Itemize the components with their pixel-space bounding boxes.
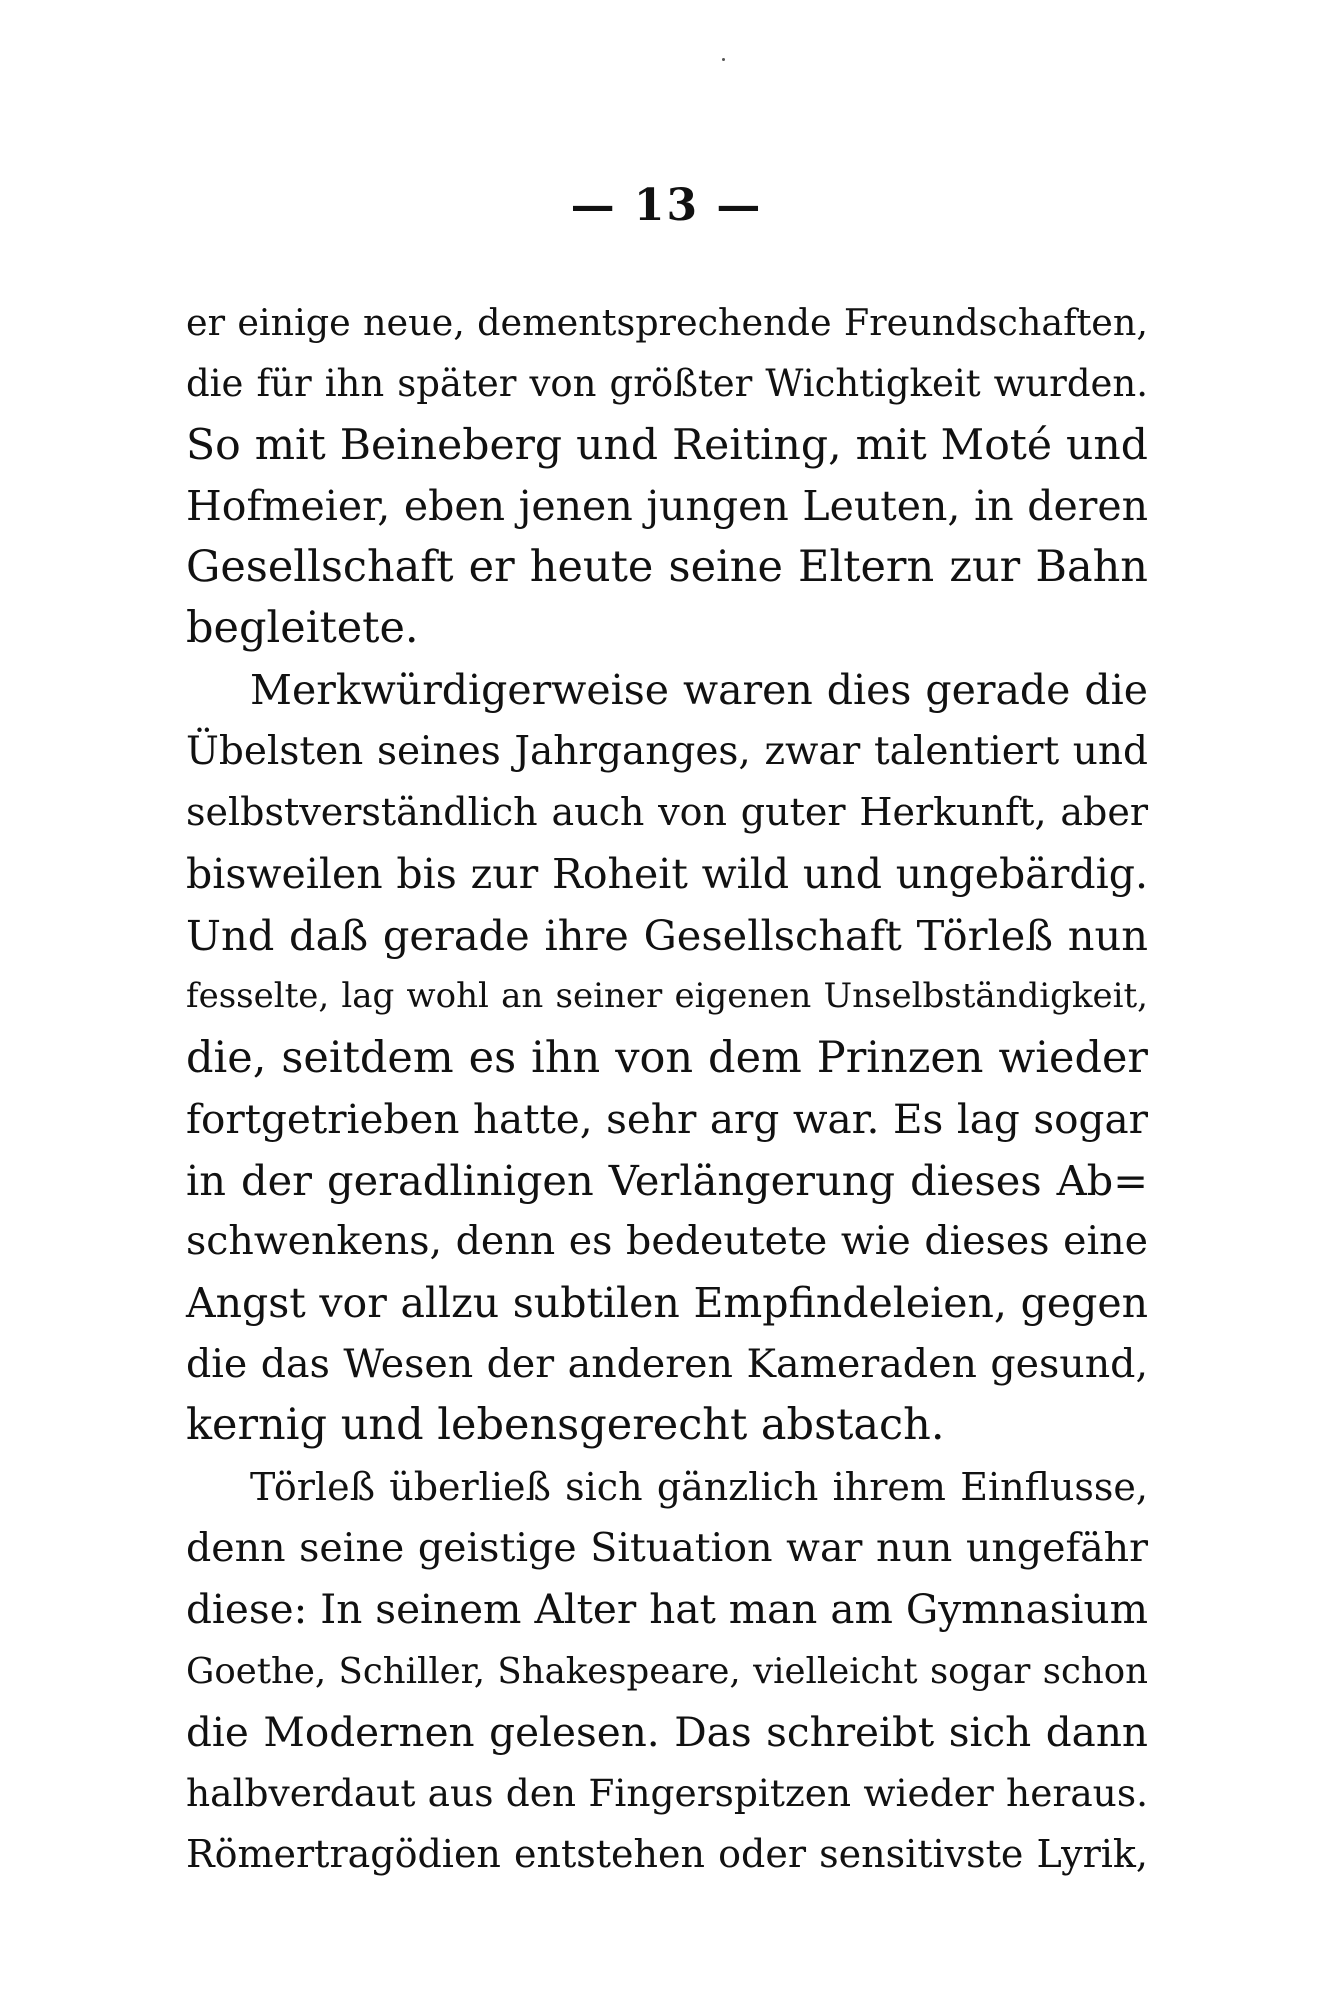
text-line: denn seine geistige Situation war nun ungefähr [186, 1524, 1148, 1571]
text-line: bisweilen bis zur Roheit wild und ungebärdig. [186, 849, 1148, 898]
text-line: in der geradlinigen Verlängerung dieses Ab= [186, 1156, 1148, 1206]
text-line: fesselte, lag wohl an seiner eigenen Unselbständigkeit, [186, 976, 1148, 1017]
text-line: Übelsten seines Jahrganges, zwar talentiert und [186, 729, 1148, 775]
body-text [186, 292, 1148, 1886]
text-line: Und daß gerade ihre Gesellschaft Törleß nun [186, 910, 1148, 960]
text-line: Törleß überließ sich gänzlich ihrem Einflusse, [250, 1464, 1148, 1509]
paper-speck [722, 58, 725, 61]
text-line: Römertragödien entstehen oder sensitivste Lyrik, [186, 1832, 1148, 1877]
text-line: fortgetrieben hatte, sehr arg war. Es lag sogar [186, 1094, 1148, 1143]
text-line: Merkwürdigerweise waren dies gerade die [250, 665, 1148, 714]
text-line: selbstverständlich auch von guter Herkunft, aber [186, 790, 1148, 835]
text-line: die das Wesen der anderen Kameraden gesund, [186, 1341, 1148, 1388]
text-line: Goethe, Schiller, Shakespeare, vielleicht sogar schon [186, 1650, 1148, 1692]
text-line: die Modernen gelesen. Das schreibt sich dann [186, 1707, 1148, 1756]
page-number: — 13 — [570, 180, 763, 231]
text-line: Hofmeier, eben jenen jungen Leuten, in deren [186, 481, 1148, 530]
text-line: er einige neue, dementsprechende Freundschaften, [186, 301, 1148, 344]
text-line: kernig und lebensgerecht abstach. [186, 1400, 945, 1451]
text-line: die für ihn später von größter Wichtigkeit wurden. [186, 362, 1148, 406]
text-line: Gesellschaft er heute seine Eltern zur Bahn [186, 542, 1148, 593]
text-line: die, seitdem es ihn von dem Prinzen wieder [186, 1032, 1148, 1083]
text-line: begleitete. [186, 603, 419, 654]
text-line: Angst vor allzu subtilen Empfindeleien, gegen [186, 1278, 1148, 1327]
text-line: So mit Beineberg und Reiting, mit Moté und [186, 420, 1148, 470]
text-line: schwenkens, denn es bedeutete wie dieses eine [186, 1218, 1148, 1265]
text-line: halbverdaut aus den Fingerspitzen wieder heraus. [186, 1771, 1148, 1816]
text-line: diese: In seinem Alter hat man am Gymnasium [186, 1585, 1148, 1634]
